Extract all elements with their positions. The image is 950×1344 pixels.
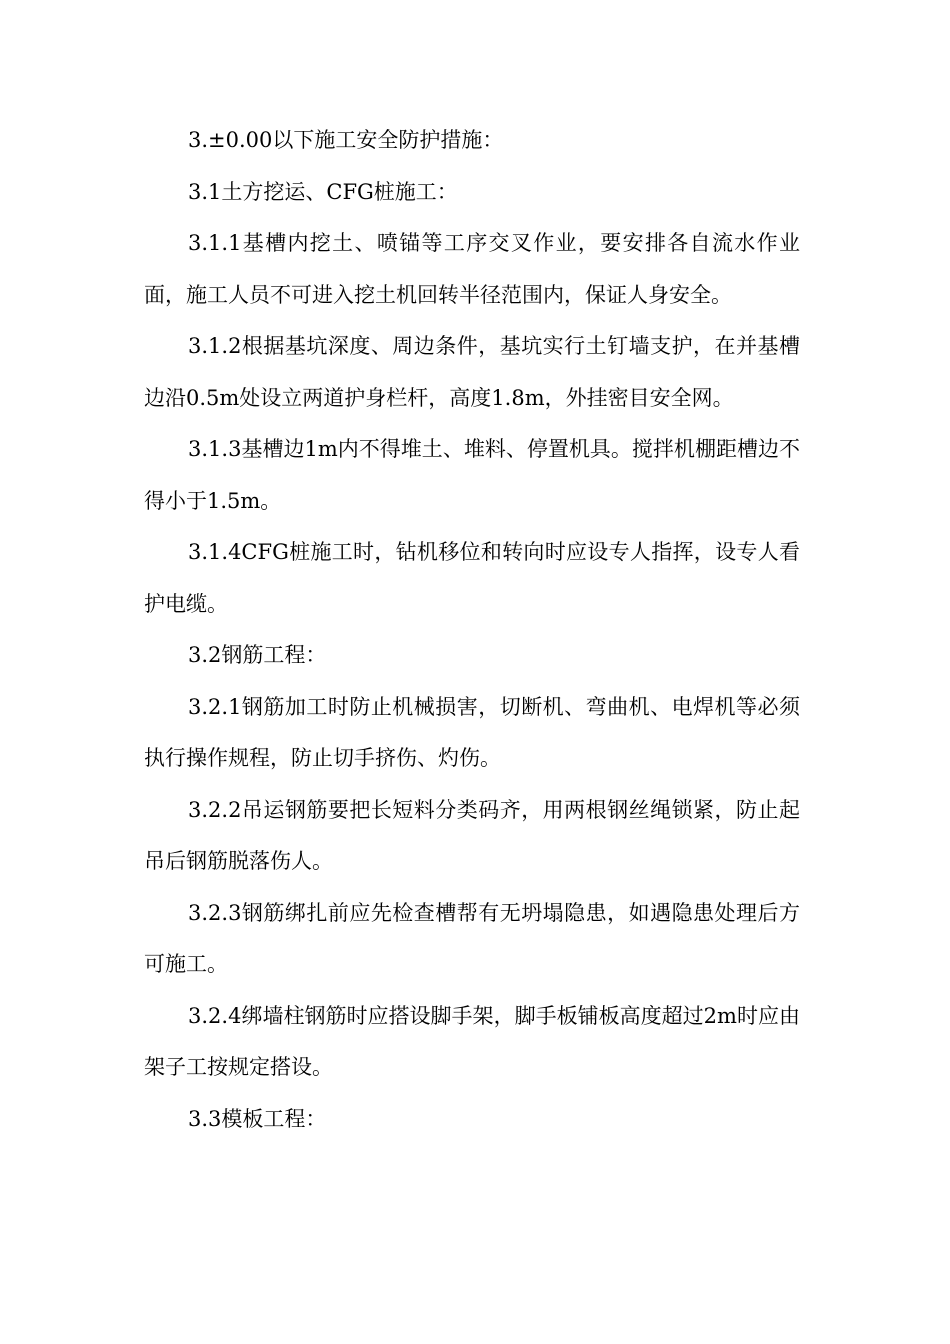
paragraph-3-2-4: 3.2.4绑墙柱钢筋时应搭设脚手架，脚手板铺板高度超过2m时应由架子工按规定搭设。 [144, 1003, 800, 1079]
paragraph-3-1-1: 3.1.1基槽内挖土、喷锚等工序交叉作业，要安排各自流水作业面，施工人员不可进入挖土机回转半径范围内，保证人身安全。 [144, 231, 800, 307]
paragraph-3-1-2: 3.1.2根据基坑深度、周边条件，基坑实行土钉墙支护，在并基槽边沿0.5m处设立两道护身栏杆，高度1.8m，外挂密目安全网。 [144, 334, 800, 410]
heading-section-3-2: 3.2钢筋工程： [188, 643, 327, 667]
paragraph-3-2-1: 3.2.1钢筋加工时防止机械损害，切断机、弯曲机、电焊机等必须执行操作规程，防止切手挤伤、灼伤。 [144, 694, 800, 770]
paragraph-3-1-4: 3.1.4CFG桩施工时，钻机移位和转向时应设专人指挥，设专人看护电缆。 [144, 540, 800, 616]
paragraph-3-2-3: 3.2.3钢筋绑扎前应先检查槽帮有无坍塌隐患，如遇隐患处理后方可施工。 [144, 900, 800, 976]
paragraph-3-1-3: 3.1.3基槽边1m内不得堆土、堆料、停置机具。搅拌机棚距槽边不得小于1.5m。 [144, 437, 800, 513]
heading-section-3-1: 3.1土方挖运、CFG桩施工： [188, 179, 458, 204]
document-body [144, 115, 800, 1145]
heading-section-3-3: 3.3模板工程： [188, 1106, 327, 1131]
heading-section-3: 3.±0.00以下施工安全防护措施： [188, 128, 504, 152]
paragraph-3-2-2: 3.2.2吊运钢筋要把长短料分类码齐，用两根钢丝绳锁紧，防止起吊后钢筋脱落伤人。 [144, 797, 800, 873]
